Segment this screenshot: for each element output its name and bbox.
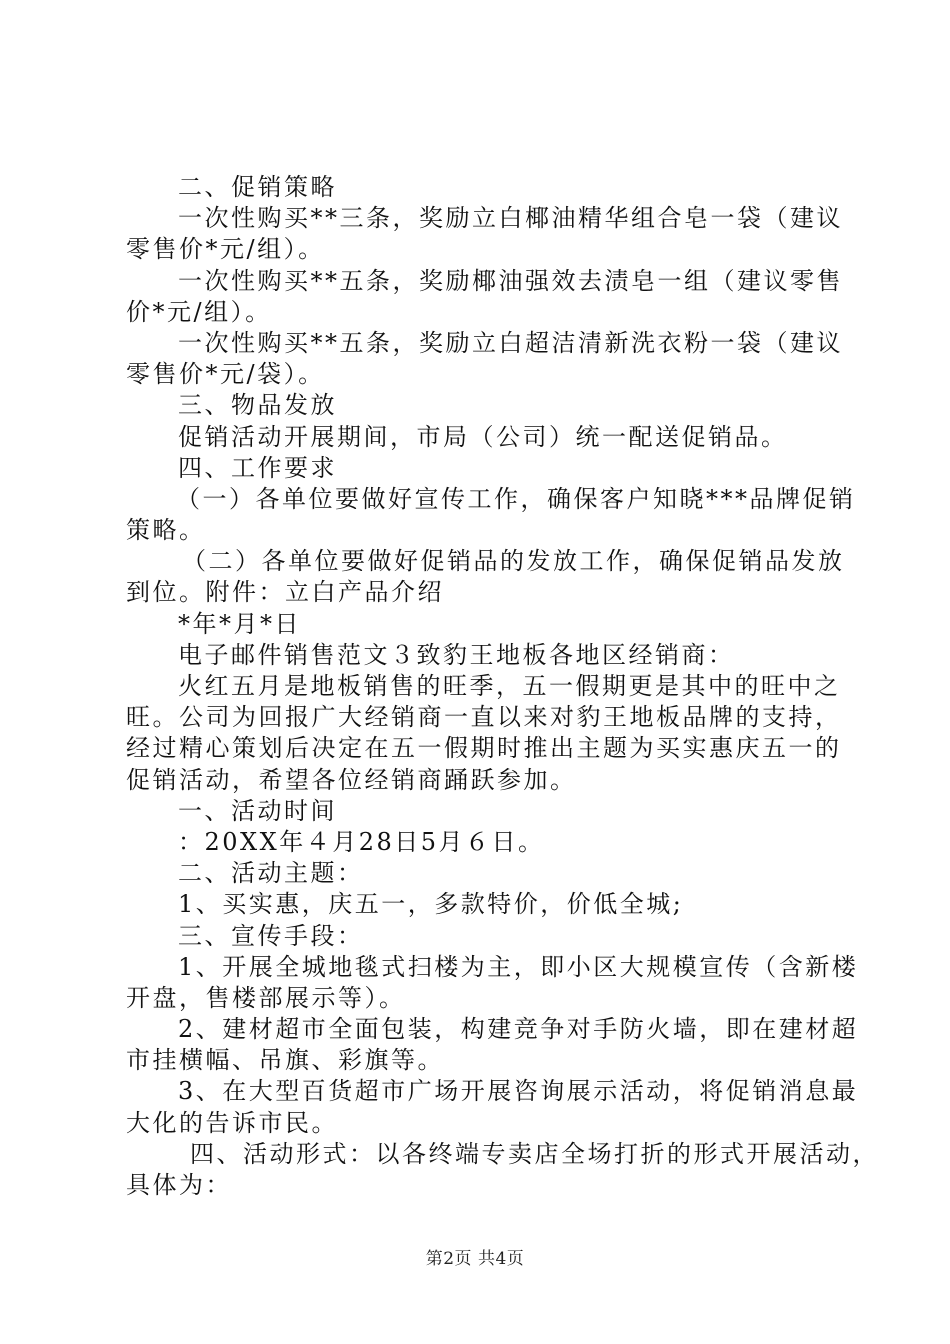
paragraph-line: ：20XX年４月28日5月６日。 xyxy=(178,827,545,856)
paragraph-line: 市挂横幅、吊旗、彩旗等。 xyxy=(126,1046,444,1075)
section-heading-publicity: 三、宣传手段： xyxy=(178,921,364,950)
paragraph-line: 零售价*元/袋）。 xyxy=(126,360,325,389)
paragraph-line: 火红五月是地板销售的旺季，五一假期更是其中的旺中之 xyxy=(178,672,841,700)
paragraph-line: 一次性购买**五条，奖励立白超洁清新洗衣粉一袋（建议 xyxy=(178,328,843,357)
section-heading-activity-theme: 二、活动主题： xyxy=(178,859,364,888)
section-heading-distribution: 三、物品发放 xyxy=(178,391,337,420)
document-body xyxy=(126,172,879,1201)
paragraph-line: 一次性购买**三条，奖励立白椰油精华组合皂一袋（建议 xyxy=(178,204,843,233)
paragraph-line: 价*元/组）。 xyxy=(126,297,272,326)
date-line: *年*月*日 xyxy=(178,609,301,638)
paragraph-line: 促销活动开展期间，市局（公司）统一配送促销品。 xyxy=(178,422,788,451)
section-heading-activity-form: 四、活动形式：以各终端专卖店全场打折的形式开展活动， xyxy=(190,1139,879,1168)
paragraph-line: 经过精心策划后决定在五一假期时推出主题为买实惠庆五一的 xyxy=(126,734,842,763)
section-heading-activity-time: 一、活动时间 xyxy=(178,796,337,825)
paragraph-line: 大化的告诉市民。 xyxy=(126,1108,338,1137)
paragraph-line: 促销活动，希望各位经销商踊跃参加。 xyxy=(126,765,577,794)
paragraph-line: 一次性购买**五条，奖励椰油强效去渍皂一组（建议零售 xyxy=(178,266,843,295)
paragraph-line: 1、开展全城地毯式扫楼为主，即小区大规模宣传（含新楼 xyxy=(178,952,859,981)
section-heading-work-requirements: 四、工作要求 xyxy=(178,453,337,482)
paragraph-line: 开盘，售楼部展示等）。 xyxy=(126,983,406,1012)
paragraph-line: 1、买实惠，庆五一，多款特价，价低全城; xyxy=(178,890,684,919)
paragraph-line: 2、建材超市全面包装，构建竞争对手防火墙，即在建材超 xyxy=(178,1015,859,1044)
paragraph-line: 到位。附件：立白产品介绍 xyxy=(126,578,444,607)
section-heading-promotion-strategy: 二、促销策略 xyxy=(178,173,337,201)
paragraph-line: 策略。 xyxy=(126,516,206,545)
paragraph-line: 3、在大型百货超市广场开展咨询展示活动，将促销消息最 xyxy=(178,1077,859,1106)
page-number-footer: 第2页 共4页 xyxy=(425,1249,525,1269)
paragraph-line: 具体为： xyxy=(126,1171,232,1199)
paragraph-line: （一）各单位要做好宣传工作，确保客户知晓***品牌促销 xyxy=(176,484,856,513)
letter-salutation: 电子邮件销售范文３致豹王地板各地区经销商： xyxy=(178,640,735,669)
paragraph-line: 旺。公司为回报广大经销商一直以来对豹王地板品牌的支持， xyxy=(126,703,842,732)
paragraph-line: 零售价*元/组）。 xyxy=(126,235,325,264)
paragraph-line: （二）各单位要做好促销品的发放工作，确保促销品发放 xyxy=(182,547,845,576)
